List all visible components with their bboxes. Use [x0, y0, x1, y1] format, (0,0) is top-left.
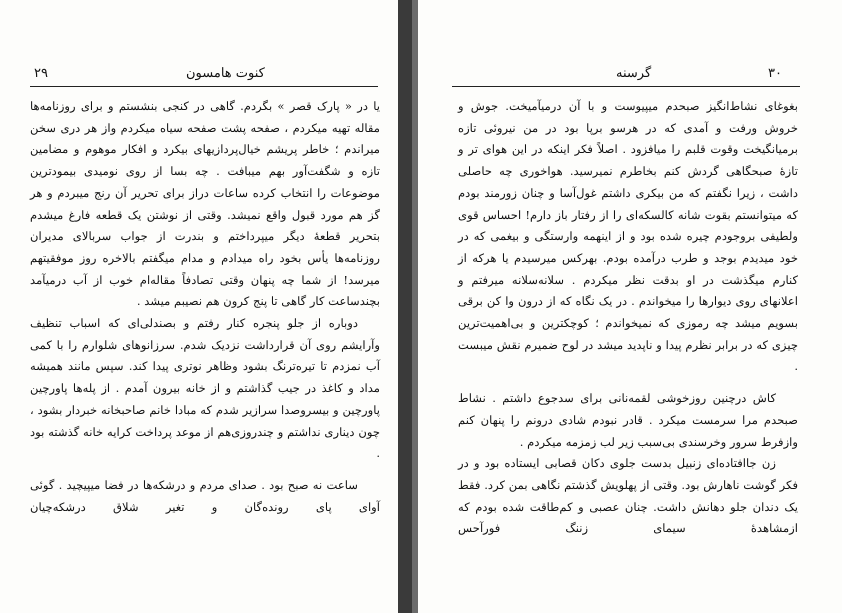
running-title: کنوت هامسون: [186, 66, 265, 81]
paragraph: زن جاافتاده‌ای زنبیل بدست جلوی دکان قصابی ایستاده بود و در فکر گوشت ناهارش بود. وقتی از پهلویش گذشتم نگاهی بمن کرد. فقط یک دندان جلو دهانش داشت. چنان عصبی و کم‌طاقت شده بودم که ازمشاهدهٔ سیمای زننگ فورآحس: [458, 456, 798, 536]
left-page: [0, 0, 398, 613]
paragraph: یا در « پارک قصر » بگردم. گاهی در کنجی بنشستم و برای روزنامه‌ها مقاله تهیه میکردم ، صفحه پشت صفحه سیاه میکردم واز هر دری سخن میراندم ؛ خاطر پریشم خیال‌پردازیهای بیکرد و افکار موهوم و مضامین تازه و شگفت‌آور بهم میبافت . چه بسا از روی نومیدی بیمودترین موضوعات را انتخاب کرده ساعات دراز برای تحریر آن رنج میبردم و هر گز هم مورد قبول واقع نمیشد. وقتی از نوشتن یک قطعه فارغ میشدم بتحریر قطعهٔ دیگر میپرداختم و بندرت از جواب سربالای مدیران روزنامه‌ها یأس بخود راه میدادم و مدام میگفتم بالاخره روز موفقیتهم میرسد! از شما چه پنهان وقتی تصادفاً مقاله‌ام خوب از آب درمیآمد بچندساعت کار گاهی تا پنج کرون هم نصیبم میشد .: [30, 99, 380, 309]
left-page-body: [30, 96, 380, 518]
page-number: ۲۹: [34, 66, 48, 81]
paragraph: کاش درچنین روزخوشی لقمه‌نانی برای سدجوع داشتم . نشاط صبحدم مرا سرمست میکرد . قادر نبودم شادی درونم را پنهان کنم وازفرط سرور وخرسندی بی‌سبب زیر لب زمزمه میکردم .: [458, 391, 798, 449]
paragraph: دوباره از جلو پنجره کنار رفتم و بصندلی‌ای که اسباب تنظیف وآرایشم روی آن قرارداشت نزدیک شدم. سرزانوهای شلوارم را با کمی آب نمزدم تا تیره‌ترنگ بشود وظاهر نوتری پیدا کند. سپس مانند همیشه مداد و کاغذ در جیب گذاشتم و از خانه بیرون آمدم . از پله‌ها پاورچین پاورچین و بیسروصدا سرازیر شدم که مبادا خانم صاحبخانه خبردار بشود ، چون دیناری نداشتم و چندروزی‌هم از موعد پرداخت کرایه خانه گذشته بود .: [30, 316, 380, 461]
paragraph: بغوغای نشاط‌انگیز صبحدم میپیوست و با آن درمیآمیخت. جوش و خروش ورفت و آمدی که در هرسو برپا بود در من نیروئی تازه برمیانگیخت وقوت قلبم را میافزود . اصلاً فکر اینکه در این هوای تر و تازهٔ صبحگاهی گردش کنم بخاطرم نمیرسید. هواخوری چه حاصلی داشت ، زیرا نگفتم که من بیکری داشتم غول‌آسا و چنان زورمند بودم که میتوانستم بقوت شانه کالسکه‌ای را از رفتار باز دارم! احساس قوی ولطیفی بروجودم چیره شده بود و از اینهمه وارستگی و بیغمی که در خود میدیدم بوجد و طرب درآمده بودم. بهرکس میرسیدم یا هرکه از کنارم میگذشت در او بدقت نظر میکردم . سلانه‌سلانه میرفتم و اعلانهای روی دیوارها را میخواندم . در یک نگاه که از درون وا کن برقی بسویم میشد چه رموزی که نمیخواندم ؛ کوچکترین و بی‌اهمیت‌ترین چیزی که در برابر نظرم پیدا و ناپدید میشد در لوح ضمیرم نقش میبست .: [458, 99, 798, 374]
page-number: ۳۰: [768, 66, 782, 81]
paragraph: ساعت نه صبح بود . صدای مردم و درشکه‌ها در فضا میپیچید . گوئی آوای پای رونده‌گان و تغیر شلاق درشکه‌چیان: [30, 477, 380, 514]
header-rule: [30, 86, 378, 87]
right-page: [418, 0, 842, 613]
right-page-body: [458, 96, 798, 540]
header-rule: [452, 86, 800, 87]
running-title: گرسنه: [616, 66, 652, 81]
